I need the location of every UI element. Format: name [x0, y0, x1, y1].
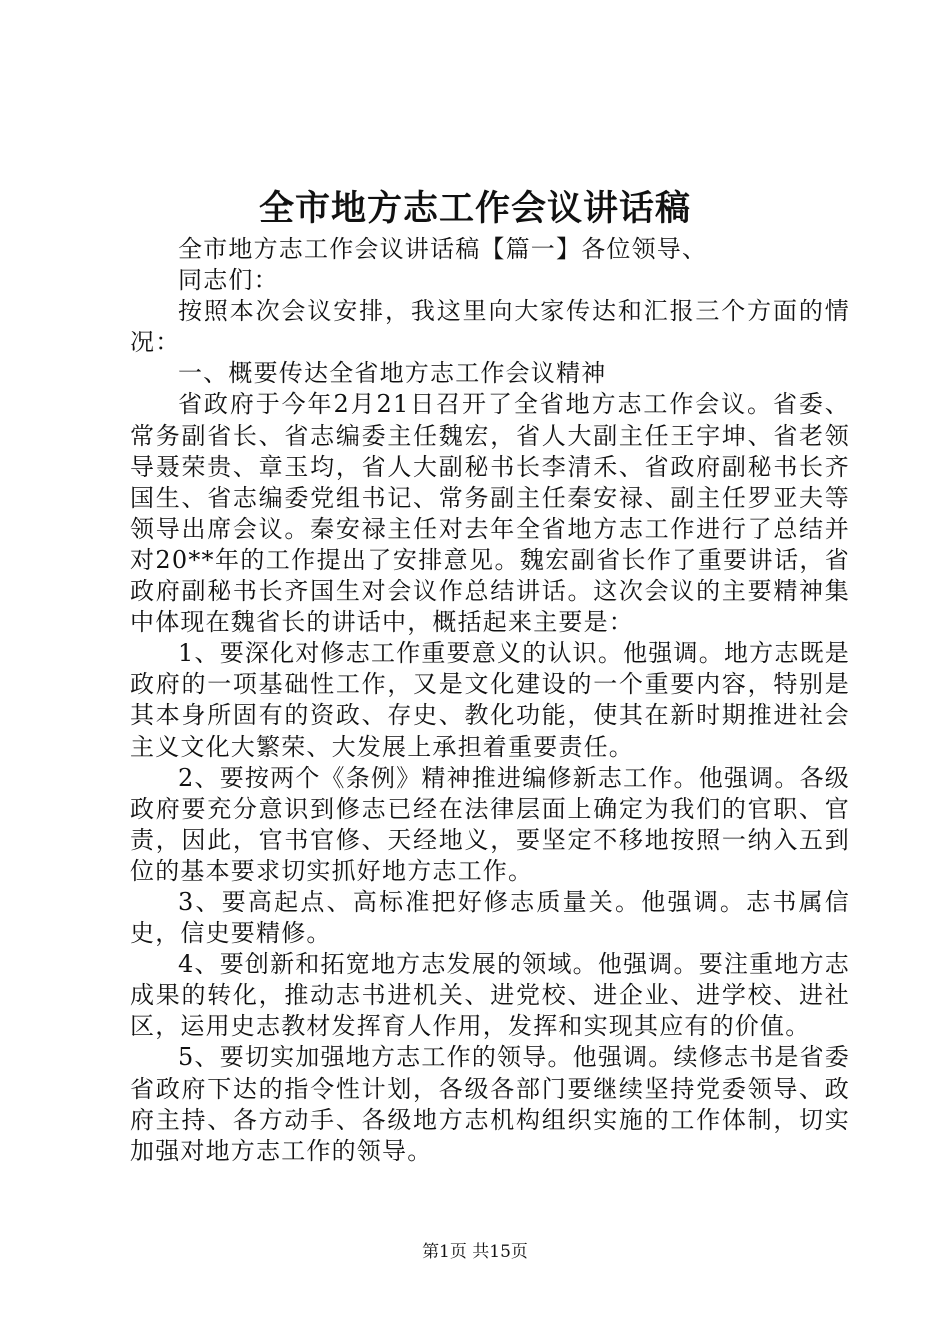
paragraph-greeting: 全市地方志工作会议讲话稿【篇一】各位领导、 [178, 235, 708, 263]
list-item-1: 1、要深化对修志工作重要意义的认识。他强调。地方志既是政府的一项基础性工作，又是文化建设的一个重要内容，特别是其本身所固有的资政、存史、教化功能，使其在新时期推进社会主义文化大繁荣、大发展上承担着重要责任。 [130, 639, 850, 761]
paragraph-meeting-summary: 省政府于今年2月21日召开了全省地方志工作会议。省委、常务副省长、省志编委主任魏宏，省人大副主任王宇坤、省老领导聂荣贵、章玉均，省人大副秘书长李清禾、省政府副秘书长齐国生、省志编委党组书记、常务副主任秦安禄、副主任罗亚夫等领导出席会议。秦安禄主任对去年全省地方志工作进行了总结并对20**年的工作提出了安排意见。魏宏副省长作了重要讲话，省政府副秘书长齐国生对会议作总结讲话。这次会议的主要精神集中体现在魏省长的讲话中，概括起来主要是： [130, 390, 850, 637]
paragraph-intro: 按照本次会议安排，我这里向大家传达和汇报三个方面的情况： [130, 297, 850, 357]
section-heading-1: 一、概要传达全省地方志工作会议精神 [178, 359, 607, 388]
list-item-3: 3、要高起点、高标准把好修志质量关。他强调。志书属信史，信史要精修。 [130, 887, 850, 948]
paragraph-salutation: 同志们： [178, 266, 279, 295]
document-body [130, 234, 850, 1167]
list-item-2: 2、要按两个《条例》精神推进编修新志工作。他强调。各级政府要充分意识到修志已经在法律层面上确定为我们的官职、官责，因此，官书官修、天经地义，要坚定不移地按照一纳入五到位的基本要求切实抓好地方志工作。 [130, 763, 850, 885]
page-number: 第1页 共15页 [422, 1242, 528, 1262]
document-title: 全市地方志工作会议讲话稿 [258, 188, 691, 229]
list-item-5: 5、要切实加强地方志工作的领导。他强调。续修志书是省委省政府下达的指令性计划，各级各部门要继续坚持党委领导、政府主持、各方动手、各级地方志机构组织实施的工作体制，切实加强对地方志工作的领导。 [130, 1043, 850, 1165]
list-item-4: 4、要创新和拓宽地方志发展的领域。他强调。要注重地方志成果的转化，推动志书进机关、进党校、进企业、进学校、进社区，运用史志教材发挥育人作用，发挥和实现其应有的价值。 [130, 950, 850, 1041]
